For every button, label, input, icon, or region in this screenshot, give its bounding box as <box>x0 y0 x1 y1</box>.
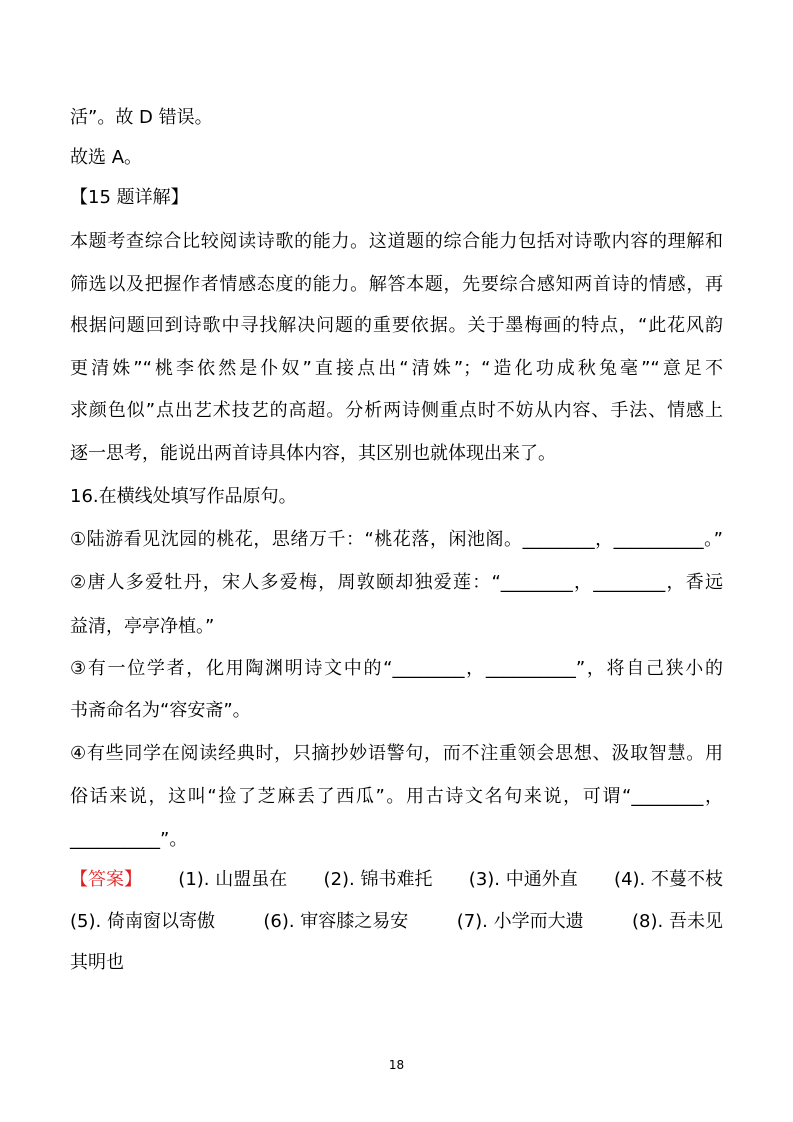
question-item: ④有些同学在阅读经典时，只摘抄妙语警句，而不注重领会思想、汲取智慧。用 <box>70 743 723 764</box>
answer-item: (6). 审容膝之易安 <box>263 911 409 932</box>
question-item: __________”。 <box>70 829 188 850</box>
question-title: 16.在横线处填写作品原句。 <box>70 486 297 507</box>
text-line: 筛选以及把握作者情感态度的能力。解答本题，先要综合感知两首诗的情感，再 <box>70 274 723 295</box>
answer-item: (7). 小学而大遗 <box>456 911 584 932</box>
answer-line-1 <box>70 868 723 892</box>
question-item: 书斋命名为“容安斋”。 <box>70 700 251 721</box>
page-number: 18 <box>388 1058 405 1072</box>
text-line: 活”。故 D 错误。 <box>70 107 213 128</box>
text-line: 逐一思考，能说出两首诗具体内容，其区别也就体现出来了。 <box>70 443 556 464</box>
question-item: ③有一位学者，化用陶渊明诗文中的“________，__________”，将自己狭小的 <box>70 658 723 679</box>
answer-item: (4). 不蔓不枝 <box>614 869 723 890</box>
text-line: 更清姝”“桃李依然是仆奴”直接点出“清姝”；“造化功成秋兔毫”“意足不 <box>70 358 723 379</box>
answer-item: (8). 吾未见 <box>632 911 723 932</box>
question-item: 俗话来说，这叫“捡了芝麻丢了西瓜”。用古诗文名句来说，可谓“________， <box>70 786 723 807</box>
answer-item: (3). 中通外直 <box>468 869 578 890</box>
answer-line-2 <box>70 910 723 934</box>
text-line: 求颜色似”点出艺术技艺的高超。分析两诗侧重点时不妨从内容、手法、情感上 <box>70 400 723 421</box>
section-heading: 【15 题详解】 <box>70 187 189 208</box>
answer-label: 【答案】 <box>70 869 142 890</box>
question-item: ②唐人多爱牡丹，宋人多爱梅，周敦颐却独爱莲：“________，________，香远 <box>70 572 723 593</box>
answer-item: (1). 山盟虽在 <box>178 869 288 890</box>
answer-tail: 其明也 <box>70 952 124 973</box>
answer-item: (5). 倚南窗以寄傲 <box>70 911 215 932</box>
question-item: 益清，亭亭净植。” <box>70 616 215 637</box>
question-item: ①陆游看见沈园的桃花，思绪万千：“桃花落，闲池阁。________，__________。” <box>70 529 723 550</box>
text-line: 本题考查综合比较阅读诗歌的能力。这道题的综合能力包括对诗歌内容的理解和 <box>70 231 723 252</box>
text-line: 根据问题回到诗歌中寻找解决问题的重要依据。关于墨梅画的特点，“此花风韵 <box>70 315 723 336</box>
answer-item: (2). 锦书难托 <box>323 869 433 890</box>
text-line: 故选 A。 <box>70 147 143 168</box>
